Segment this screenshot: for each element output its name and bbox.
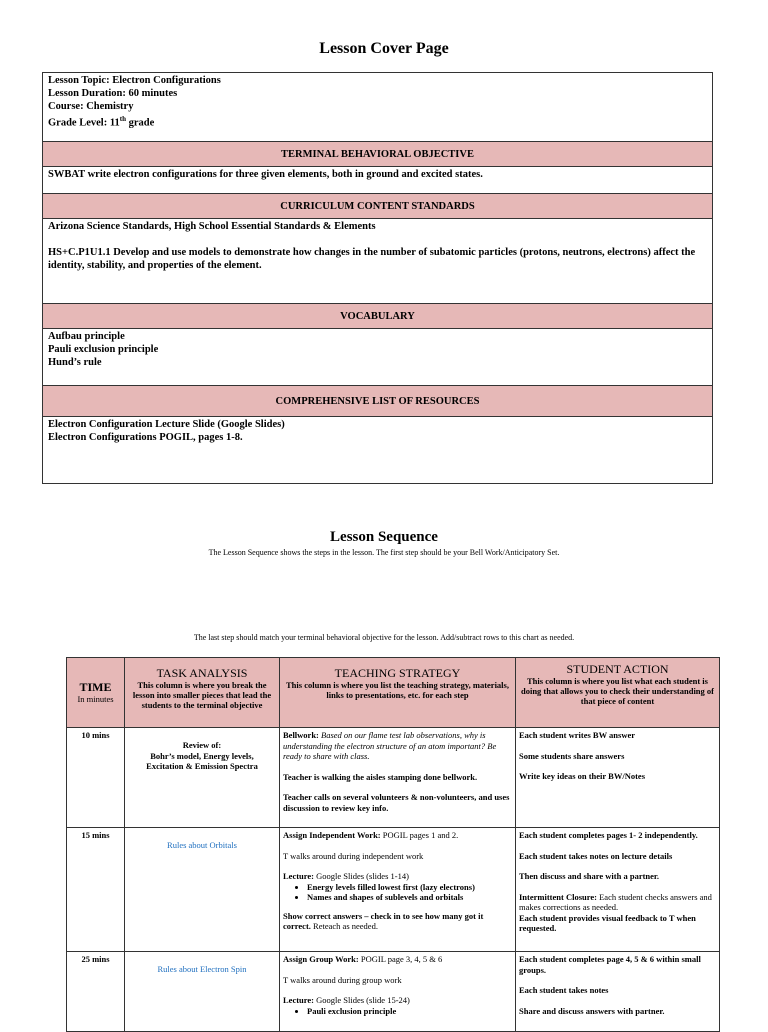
- vocab-item: Hund’s rule: [48, 357, 102, 368]
- resource-item: Electron Configuration Lecture Slide (Google Slides): [48, 419, 285, 430]
- standards-header: CURRICULUM CONTENT STANDARDS: [43, 194, 713, 219]
- strategy-header: TEACHING STRATEGY This column is where you list the teaching strategy, materials, links to presentations, etc. for each step: [280, 658, 516, 728]
- standards-line-2: HS+C.P1U1.1 Develop and use models to demonstrate how changes in the number of subatomic particles (protons, neutrons, electrons) affect the identity, stability, and properties of the element.: [48, 247, 696, 271]
- resources-header: COMPREHENSIVE LIST OF RESOURCES: [43, 386, 713, 417]
- row-strategy: Assign Group Work: POGIL page 3, 4, 5 & 6 T walks around during group work Lecture: Google Slides (slide 15-24) • Pauli exclusion principle: [280, 952, 516, 1032]
- time-header: TIME In minutes: [67, 658, 125, 728]
- sequence-note-2: The last step should match your terminal behavioral objective for the lesson. Add/subtract rows to this chart as needed.: [193, 633, 575, 642]
- row-time: 15 mins: [67, 828, 125, 952]
- row-task: Rules about Orbitals: [125, 828, 280, 952]
- task-header: TASK ANALYSIS This column is where you break the lesson into smaller pieces that lead the students to the terminal objective: [125, 658, 280, 728]
- table-row: [67, 828, 720, 952]
- vocab-item: Aufbau principle: [48, 331, 125, 342]
- row-action: Each student completes page 4, 5 & 6 within small groups. Each student takes notes Share and discuss answers with partner.: [516, 952, 720, 1032]
- lecture-bullets: • Pauli exclusion principle: [283, 1006, 512, 1017]
- sequence-title: Lesson Sequence: [330, 529, 438, 545]
- standards-line-1: Arizona Science Standards, High School Essential Standards & Elements: [48, 221, 376, 232]
- resources-cell: [43, 417, 713, 484]
- vocab-item: Pauli exclusion principle: [48, 344, 159, 355]
- row-strategy: Assign Independent Work: POGIL pages 1 and 2. T walks around during independent work Lecture: Google Slides (slides 1-14) • Energy levels filled lowest first (lazy electrons) • Names and shapes of sublevels and orbitals Show correct answers – check in to see how many got it correct. Reteach as needed.: [280, 828, 516, 952]
- lecture-bullets: • Energy levels filled lowest first (lazy electrons) • Names and shapes of sublevels and orbitals: [283, 882, 512, 903]
- row-strategy: Bellwork: Based on our flame test lab observations, why is understanding the electron structure of an atom important? Be ready to share with class. Teacher is walking the aisles stamping done bellwork. Teacher calls on several volunteers & non-volunteers, and uses discussion to review key info.: [280, 728, 516, 828]
- lesson-course: Course: Chemistry: [48, 101, 134, 112]
- vocabulary-cell: [43, 329, 713, 386]
- row-task: Rules about Electron Spin: [125, 952, 280, 1032]
- vocabulary-header: VOCABULARY: [43, 304, 713, 329]
- action-header: STUDENT ACTION This column is where you list what each student is doing that allows you to check their understanding of that piece of content: [516, 658, 720, 728]
- grade-level: Grade Level: 11th grade: [48, 115, 155, 129]
- table-row: [67, 952, 720, 1032]
- row-task: Review of: Bohr’s model, Energy levels, Excitation & Emission Spectra: [125, 728, 280, 828]
- row-action: Each student writes BW answer Some students share answers Write key ideas on their BW/Notes: [516, 728, 720, 828]
- lesson-topic: Lesson Topic: Electron Configurations: [48, 75, 221, 86]
- resource-item: Electron Configurations POGIL, pages 1-8.: [48, 432, 243, 443]
- row-action: Each student completes pages 1- 2 independently. Each student takes notes on lecture details Then discuss and share with a partner. Intermittent Closure: Each student checks answers and makes corrections as needed. Each student provides visual feedback to T when requested.: [516, 828, 720, 952]
- cover-title: Lesson Cover Page: [319, 40, 449, 57]
- row-time: 10 mins: [67, 728, 125, 828]
- cover-table: [42, 72, 713, 484]
- standards-cell: [43, 219, 713, 304]
- table-row: [67, 728, 720, 828]
- objective-header: TERMINAL BEHAVIORAL OBJECTIVE: [43, 142, 713, 167]
- lesson-duration: Lesson Duration: 60 minutes: [48, 88, 178, 99]
- sequence-note-1: The Lesson Sequence shows the steps in the lesson. The first step should be your Bell Work/Anticipatory Set.: [208, 548, 560, 557]
- lesson-sequence-table: [66, 657, 720, 1032]
- row-time: 25 mins: [67, 952, 125, 1032]
- objective-text: SWBAT write electron configurations for three given elements, both in ground and excited states.: [43, 167, 713, 194]
- lesson-info-cell: [43, 73, 713, 142]
